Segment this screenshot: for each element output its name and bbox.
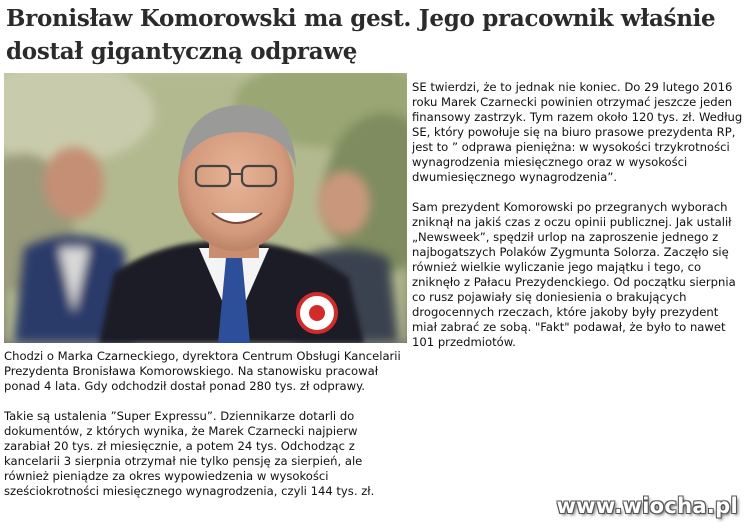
site-watermark: www.wiocha.pl bbox=[556, 494, 738, 518]
right-column bbox=[412, 80, 744, 365]
right-paragraph-2: Sam prezydent Komorowski po przegranych wyborach zniknął na jakiś czas z oczu opinii publicznej. Jak ustalił „Newsweek”, spędził urlop na zaproszenie jednego z najbogatszych Polaków Zygmunta Solorza. Zaczęło się również wielkie wyliczanie jego majątku i tego, co zniknęło z Pałacu Prezydenckiego. Od początku sierpnia co rusz pojawiały się doniesienia o brakujących drogocennych rzeczach, które jakoby były prezydent miał zabrać ze sobą. "Fakt" podawał, że było to nawet 101 przedmiotów. bbox=[412, 200, 736, 349]
article-headline: Bronisław Komorowski ma gest. Jego pracownik właśnie dostał gigantyczną odprawę bbox=[6, 5, 716, 65]
left-paragraph-2: Takie są ustalenia ”Super Expressu”. Dziennikarze dotarli do dokumentów, z których wynika, że Marek Czarnecki najpierw zarabiał 20 tys. zł miesięcznie, a potem 24 tys. Odchodząc z kancelarii 3 sierpnia otrzymał nie tylko pensję za sierpień, ale również pieniądze za okres wypowiedzenia w wysokości sześciokrotności miesięcznego wynagrodzenia, czyli 144 tys. zł. bbox=[4, 409, 375, 498]
portrait-photo bbox=[4, 73, 407, 343]
left-paragraph-1: Chodzi o Marka Czarneckiego, dyrektora Centrum Obsługi Kancelarii Prezydenta Bronisława Komorowskiego. Na stanowisku pracował ponad 4 lata. Gdy odchodził dostał ponad 280 tys. zł odprawy. bbox=[4, 349, 401, 393]
right-paragraph-1: SE twierdzi, że to jednak nie koniec. Do 29 lutego 2016 roku Marek Czarnecki powinien otrzymać jeszcze jeden finansowy zastrzyk. Tym razem około 120 tys. zł. Według SE, który powołuje się na biuro prasowe prezydenta RP, jest to ” odprawa pieniężna: w wysokości trzykrotności wynagrodzenia miesięcznego oraz w wysokości dwumiesięcznego wynagrodzenia”. bbox=[412, 80, 743, 184]
left-column bbox=[4, 349, 407, 514]
